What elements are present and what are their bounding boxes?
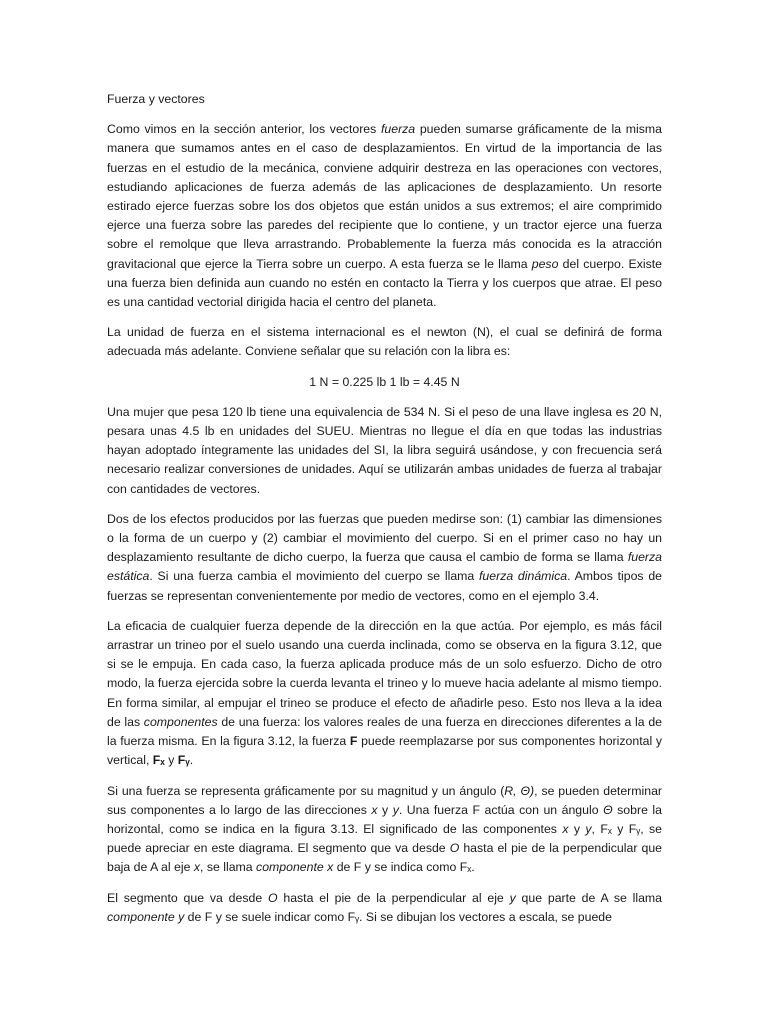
italic-text: O [449, 841, 460, 856]
paragraph-text: Dos de los efectos producidos por las fuerzas que pueden medirse son: (1) cambiar las dimensiones o la forma de un cuerpo y (2) cambiar el movimiento del cuerpo. Si en el primer caso no hay un desplazamiento resultante de dicho cuerpo, la fuerza que causa el cambio de forma se llama [107, 511, 662, 565]
paragraph-text: La eficacia de cualquier fuerza depende de la dirección en la que actúa. Por ejemplo, es más fácil arrastrar un trineo por el suelo usando una cuerda inclinada, como se observa en la figura 3.12, que si se le empuja. En cada caso, la fuerza aplicada produce más de un solo esfuerzo. Dicho de otro modo, la fuerza ejercida sobre la cuerda levanta el trineo y lo mueve hacia adelante al mismo tiempo. En forma similar, al empujar el trineo se produce el efecto de añadirle peso. Esto nos lleva a la idea de las [107, 618, 662, 729]
italic-text: componentes [143, 714, 218, 729]
paragraph-text: de una fuerza: los valores reales de una fuerza en direcciones diferentes a la de la fuerza misma. En la figura 3.12, la fuerza [107, 714, 663, 749]
paragraph-text: del cuerpo. Existe una fuerza bien definida aun cuando no estén en contacto la Tierra y los cuerpos que atrae. El peso es una cantidad vectorial dirigida hacia el centro del planeta. [107, 256, 662, 310]
paragraph-text: El segmento que va desde [107, 890, 268, 905]
italic-text: componente y [107, 909, 185, 924]
paragraph [107, 403, 662, 499]
paragraph-text: La unidad de fuerza en el sistema internacional es el newton (N), el cual se definirá de forma adecuada más adelante. Conviene señalar que su relación con la libra es: [107, 325, 662, 359]
unit-equation: 1 N = 0.225 lb 1 lb = 4.45 N [309, 374, 460, 389]
paragraph-text: de F y se suele indicar como Fᵧ. Si se dibujan los vectores a escala, se puede [184, 909, 612, 924]
italic-text: O [267, 890, 278, 905]
paragraph-text: sobre la horizontal, como se indica en la figura 3.13. El significado de las componentes [107, 802, 662, 836]
paragraph-text: , se llama [200, 860, 257, 875]
italic-text: R, Θ) [504, 783, 535, 798]
paragraph-text: de F y se indica como Fₓ. [333, 860, 475, 875]
paragraph-text: hasta el pie de la perpendicular que baja de A al eje [107, 841, 662, 875]
italic-text: componente x [256, 860, 334, 875]
paragraph-text: y [164, 753, 178, 768]
document-page [107, 90, 662, 938]
paragraph-text: , se pueden determinar sus componentes a lo largo de las direcciones [107, 783, 663, 817]
paragraph [107, 889, 662, 927]
paragraph [107, 510, 662, 606]
paragraph [107, 617, 662, 771]
paragraph [107, 323, 662, 361]
bold-text: Fₓ [152, 753, 165, 768]
italic-text: x [371, 802, 378, 817]
document-title: Fuerza y vectores [107, 92, 205, 106]
paragraph-text: y [568, 821, 586, 836]
italic-text: peso [531, 256, 559, 271]
paragraph-text: y [377, 802, 393, 817]
bold-text: Fᵧ [177, 753, 190, 768]
paragraph-text: puede reemplazarse por sus componentes horizontal y vertical, [107, 734, 663, 768]
paragraph-text: . Si una fuerza cambia el movimiento del cuerpo se llama [149, 569, 479, 584]
paragraph-text: pueden sumarse gráficamente de la misma manera que sumamos antes en el caso de desplazamientos. En virtud de la importancia de las fuerzas en el estudio de la mecánica, conviene adquirir destreza en las operaciones con vectores, estudiando aplicaciones de fuerza además de las aplicaciones de desplazamiento. Un resorte estirado ejerce fuerzas sobre los dos objetos que están unidos a sus extremos; el aire comprimido ejerce una fuerza sobre las paredes del recipiente que lo contiene, y un tractor ejerce una fuerza sobre el remolque que lleva arrastrando. Probablemente la fuerza más conocida es la atracción gravitacional que ejerce la Tierra sobre un cuerpo. A esta fuerza se le llama [107, 122, 662, 271]
italic-text: fuerza dinámica [479, 569, 568, 584]
paragraph-group-body [107, 403, 662, 927]
italic-text: x [562, 821, 569, 836]
paragraph-text: Como vimos en la sección anterior, los vectores [107, 122, 381, 137]
paragraph-group-intro [107, 120, 662, 361]
paragraph-text: . Ambos tipos de fuerzas se representan convenientemente por medio de vectores, como en el ejemplo 3.4. [107, 569, 662, 603]
italic-text: fuerza estática [107, 550, 662, 584]
italic-text: Θ [603, 802, 613, 817]
italic-text: y [509, 890, 516, 905]
paragraph-text: que parte de A se llama [515, 890, 662, 905]
paragraph-text: . [189, 753, 194, 768]
italic-text: y [392, 802, 399, 817]
paragraph [107, 782, 662, 878]
paragraph-text: Una mujer que pesa 120 lb tiene una equivalencia de 534 N. Si el peso de una llave inglesa es 20 N, pesara unas 4.5 lb en unidades del SUEU. Mientras no llegue el día en que todas las industrias hayan adoptado íntegramente las unidades del SI, la libra seguirá usándose, y con frecuencia será necesario realizar conversiones de unidades. Aquí se utilizarán ambas unidades de fuerza al trabajar con cantidades de vectores. [107, 404, 662, 496]
paragraph-text: , Fₓ y Fᵧ, se puede apreciar en este diagrama. El segmento que va desde [107, 821, 662, 856]
paragraph-text: Si una fuerza se representa gráficamente por su magnitud y un ángulo ( [107, 783, 505, 798]
italic-text: fuerza [380, 122, 416, 137]
bold-text: F [349, 734, 358, 749]
paragraph [107, 120, 662, 312]
paragraph-text: . Una fuerza F actúa con un ángulo [398, 802, 604, 817]
italic-text: x [193, 860, 200, 875]
paragraph-text: hasta el pie de la perpendicular al eje [277, 890, 510, 905]
italic-text: y [585, 821, 592, 836]
